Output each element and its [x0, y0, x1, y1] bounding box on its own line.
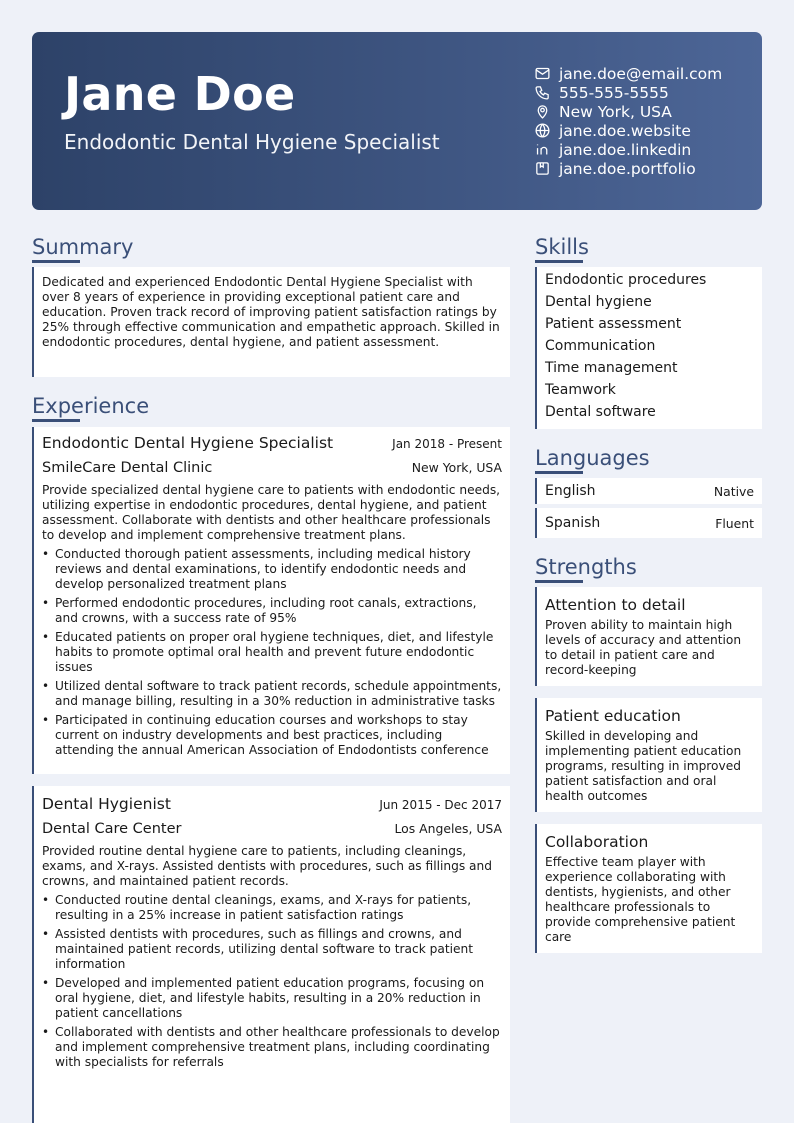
job-header — [34, 794, 510, 814]
languages-heading: Languages — [535, 446, 650, 470]
language-card — [535, 508, 762, 538]
candidate-title: Endodontic Dental Hygiene Specialist — [64, 130, 440, 154]
job-dates: Jun 2015 - Dec 2017 — [379, 798, 502, 812]
job-bullet: • Developed and implemented patient education programs, focusing on oral hygiene, diet, and lifestyle habits, resulting in a 20% reduction in patient cancellations — [42, 976, 502, 1021]
job-subheader — [34, 459, 510, 477]
job-bullet: • Utilized dental software to track patient records, schedule appointments, and manage billing, resulting in a 30% reduction in administrative tasks — [42, 679, 502, 709]
job-company: SmileCare Dental Clinic — [42, 460, 213, 476]
skill-item: Teamwork — [545, 382, 616, 398]
experience-underline — [32, 419, 80, 422]
strength-card — [535, 824, 762, 953]
contact-phone[interactable] — [534, 83, 722, 102]
summary-card — [32, 267, 510, 377]
skill-item: Dental software — [545, 404, 656, 420]
language-level: Fluent — [715, 515, 754, 531]
contact-email-text: jane.doe@email.com — [559, 64, 723, 83]
resume-header — [32, 32, 762, 210]
strength-card — [535, 698, 762, 812]
job-bullet: • Collaborated with dentists and other healthcare professionals to develop and implement comprehensive treatment plans, including coordinating with specialists for referrals — [42, 1025, 502, 1070]
contact-location-text: New York, USA — [559, 102, 672, 121]
job-company: Dental Care Center — [42, 821, 182, 837]
contact-portfolio-text: jane.doe.portfolio — [559, 159, 696, 178]
contact-website-text: jane.doe.website — [559, 121, 691, 140]
strength-title: Attention to detail — [545, 596, 686, 614]
skill-item: Time management — [545, 360, 678, 376]
language-name: Spanish — [545, 515, 601, 531]
job-description: Provided routine dental hygiene care to patients, including cleanings, exams, and X-rays. Assisted dentists with procedures, such as fillings and crowns, and maintained patient records. — [42, 844, 492, 888]
strength-card — [535, 587, 762, 686]
strength-description: Proven ability to maintain high levels of accuracy and attention to detail in patient care and record-keeping — [545, 618, 742, 677]
globe-icon — [534, 122, 551, 139]
strength-title: Patient education — [545, 707, 681, 725]
language-card — [535, 478, 762, 504]
job-location: Los Angeles, USA — [394, 821, 502, 836]
job-bullet: • Conducted routine dental cleanings, exams, and X-rays for patients, resulting in a 25% increase in patient satisfaction ratings — [42, 893, 502, 923]
contact-phone-text: 555-555-5555 — [559, 83, 669, 102]
job-bullet: • Assisted dentists with procedures, such as fillings and crowns, and maintained patient records, utilizing dental software to track patient information — [42, 927, 502, 972]
job-card — [32, 427, 510, 774]
job-title: Endodontic Dental Hygiene Specialist — [42, 434, 334, 452]
job-bullet: • Performed endodontic procedures, including root canals, extractions, and crowns, with a success rate of 95% — [42, 596, 502, 626]
contact-email[interactable] — [534, 64, 722, 83]
languages-underline — [535, 471, 583, 474]
skills-card — [535, 267, 762, 429]
job-bullet: • Educated patients on proper oral hygiene techniques, diet, and lifestyle habits to promote optimal oral health and prevent future endodontic issues — [42, 630, 502, 675]
strength-description: Skilled in developing and implementing patient education programs, resulting in improved patient satisfaction and oral health outcomes — [545, 729, 742, 803]
strength-description: Effective team player with experience collaborating with dentists, hygienists, and other healthcare professionals to provide comprehensive patient care — [545, 855, 736, 944]
language-level: Native — [713, 483, 754, 499]
summary-heading: Summary — [32, 235, 134, 259]
contact-website[interactable] — [534, 121, 722, 140]
strengths-heading: Strengths — [535, 555, 637, 579]
skill-item: Endodontic procedures — [545, 272, 707, 288]
contact-linkedin[interactable] — [534, 140, 722, 159]
linkedin-icon — [534, 141, 551, 158]
skill-item: Dental hygiene — [545, 294, 652, 310]
job-title: Dental Hygienist — [42, 795, 171, 813]
skill-item: Patient assessment — [545, 316, 682, 332]
job-card — [32, 786, 510, 1123]
skills-underline — [535, 260, 583, 263]
contact-portfolio[interactable] — [534, 159, 722, 178]
email-icon — [534, 65, 551, 82]
phone-icon — [534, 84, 551, 101]
contact-list — [534, 64, 722, 178]
job-bullet: • Conducted thorough patient assessments, including medical history reviews and dental examinations, to identify endodontic needs and develop personalized treatment plans — [42, 547, 502, 592]
contact-location — [534, 102, 722, 121]
experience-heading: Experience — [32, 394, 150, 418]
job-description: Provide specialized dental hygiene care to patients with endodontic needs, utilizing expertise in endodontic procedures, dental hygiene, and patient assessment. Collaborate with dentists and other healthcare professionals to develop and implement comprehensive treatment plans. — [42, 483, 501, 542]
job-subheader — [34, 820, 510, 838]
job-bullet: • Participated in continuing education courses and workshops to stay current on industry developments and best practices, including attending the annual American Association of Endodontists conference — [42, 713, 502, 758]
location-icon — [534, 103, 551, 120]
job-bullets — [34, 547, 510, 758]
summary-text: Dedicated and experienced Endodontic Dental Hygiene Specialist with over 8 years of experience in providing exceptional patient care and education. Proven track record of improving patient satisfaction ratings by 25% through effective communication and empathetic approach. Skilled in endodontic procedures, dental hygiene, and patient assessment. — [42, 275, 500, 349]
strengths-underline — [535, 580, 583, 583]
contact-linkedin-text: jane.doe.linkedin — [559, 140, 692, 159]
strength-title: Collaboration — [545, 833, 649, 851]
job-location: New York, USA — [411, 460, 502, 475]
skill-item: Communication — [545, 338, 656, 354]
portfolio-icon — [534, 160, 551, 177]
skills-heading: Skills — [535, 235, 589, 259]
language-row — [537, 508, 762, 538]
language-row — [537, 478, 762, 504]
job-header — [34, 433, 510, 453]
job-bullets — [34, 893, 510, 1070]
summary-underline — [32, 260, 80, 263]
job-dates: Jan 2018 - Present — [392, 437, 502, 451]
language-name: English — [545, 483, 596, 499]
candidate-name: Jane Doe — [64, 67, 296, 121]
